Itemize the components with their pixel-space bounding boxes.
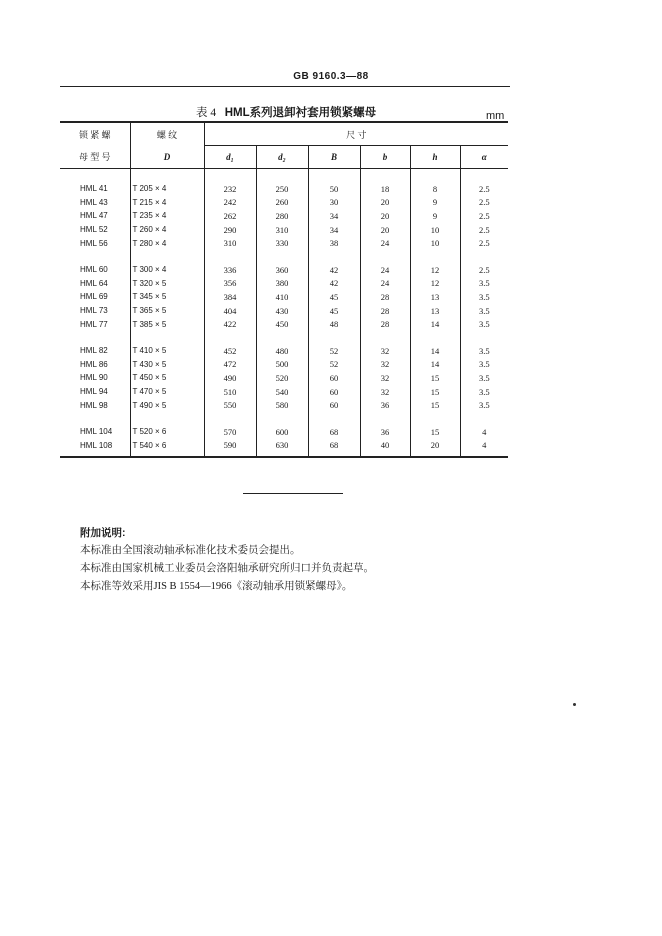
- table-cell: 422: [204, 317, 256, 331]
- table-cell: 9: [410, 209, 460, 223]
- table-cell: 570: [204, 425, 256, 439]
- header-dimensions: 尺 寸: [204, 122, 508, 146]
- table-cell: 3.5: [478, 386, 490, 397]
- header-thread: 螺 纹: [130, 122, 204, 146]
- table-cell: 32: [360, 358, 410, 372]
- table-cell: 356: [204, 277, 256, 291]
- table-cell: 500: [256, 358, 308, 372]
- notes-title: 附加说明:: [80, 527, 126, 539]
- table-cell: T 365 × 5: [130, 304, 204, 318]
- table-cell: 510: [204, 385, 256, 399]
- table-cell: 9: [410, 196, 460, 210]
- table-cell: 472: [204, 358, 256, 372]
- table-cell: 2.5: [478, 238, 490, 249]
- table-cell: 18: [360, 182, 410, 196]
- table-cell: 13: [410, 304, 460, 318]
- table-body: [60, 169, 508, 458]
- table-row: [60, 439, 508, 453]
- table-cell: 4: [482, 440, 487, 451]
- table-cell: HML 86: [60, 358, 130, 372]
- table-cell: T 345 × 5: [130, 290, 204, 304]
- table-cell: T 520 × 6: [130, 425, 204, 439]
- table-cell: 2.5: [478, 183, 490, 194]
- table-cell: 520: [256, 371, 308, 385]
- table-cell: 24: [360, 236, 410, 250]
- table-cell: 10: [410, 236, 460, 250]
- table-cell: T 490 × 5: [130, 398, 204, 412]
- table-cell: T 235 × 4: [130, 209, 204, 223]
- table-cell: 360: [256, 263, 308, 277]
- group-spacer: [60, 412, 508, 425]
- table-cell: T 450 × 5: [130, 371, 204, 385]
- header-dim: d₂: [256, 146, 308, 169]
- table-cell: 3.5: [478, 319, 490, 330]
- table-cell: 15: [410, 425, 460, 439]
- table-cell: 28: [360, 317, 410, 331]
- end-rule: [243, 493, 343, 494]
- table-cell: 50: [308, 182, 360, 196]
- table-cell: T 430 × 5: [130, 358, 204, 372]
- header-model-line2: 母 型 号: [60, 146, 130, 169]
- table-row: [60, 223, 508, 237]
- table-cell: 3.5: [478, 359, 490, 370]
- table-cell: 52: [308, 344, 360, 358]
- table-cell: 28: [360, 290, 410, 304]
- table-cell: 590: [204, 439, 256, 453]
- table-cell: 490: [204, 371, 256, 385]
- table-cell: 232: [204, 182, 256, 196]
- table-row: [60, 371, 508, 385]
- table-cell: 60: [308, 398, 360, 412]
- header-dim: α: [460, 146, 508, 169]
- table-cell: 310: [204, 236, 256, 250]
- table-title: HML系列退卸衬套用锁紧螺母: [224, 107, 377, 119]
- table-cell: 68: [308, 439, 360, 453]
- table-cell: 290: [204, 223, 256, 237]
- group-spacer: [60, 250, 508, 263]
- table-row: [60, 236, 508, 250]
- table-cell: HML 73: [60, 304, 130, 318]
- table-caption: [196, 104, 376, 120]
- table-cell: T 280 × 4: [130, 236, 204, 250]
- table-row: [60, 196, 508, 210]
- table-cell: 20: [410, 439, 460, 453]
- table-cell: 45: [308, 290, 360, 304]
- table-cell: T 470 × 5: [130, 385, 204, 399]
- notes-line: 本标准等效采用JIS B 1554—1966《滚动轴承用锁紧螺母》。: [80, 581, 353, 592]
- table-number: 表 4: [196, 107, 217, 119]
- table-cell: 60: [308, 371, 360, 385]
- table-cell: 45: [308, 304, 360, 318]
- table-cell: T 540 × 6: [130, 439, 204, 453]
- table-row: [60, 425, 508, 439]
- table-cell: 3.5: [478, 372, 490, 383]
- table-row: [60, 358, 508, 372]
- table-cell: 12: [410, 277, 460, 291]
- table-cell: HML 90: [60, 371, 130, 385]
- scan-speck: [573, 703, 576, 706]
- table-cell: 384: [204, 290, 256, 304]
- table-cell: 2.5: [478, 264, 490, 275]
- table-cell: T 215 × 4: [130, 196, 204, 210]
- table-cell: 336: [204, 263, 256, 277]
- table-cell: 630: [256, 439, 308, 453]
- table-cell: 480: [256, 344, 308, 358]
- table-cell: 60: [308, 385, 360, 399]
- table-cell: 32: [360, 385, 410, 399]
- table-cell: T 385 × 5: [130, 317, 204, 331]
- table-cell: HML 82: [60, 344, 130, 358]
- table-cell: HML 98: [60, 398, 130, 412]
- table-row: [60, 263, 508, 277]
- table-row: [60, 182, 508, 196]
- table-cell: 32: [360, 344, 410, 358]
- table-cell: 10: [410, 223, 460, 237]
- table-cell: 30: [308, 196, 360, 210]
- table-cell: 42: [308, 277, 360, 291]
- table-cell: 310: [256, 223, 308, 237]
- table-cell: 32: [360, 371, 410, 385]
- table-cell: 36: [360, 398, 410, 412]
- table-cell: 52: [308, 358, 360, 372]
- table-cell: HML 56: [60, 236, 130, 250]
- table-cell: 2.5: [478, 224, 490, 235]
- table-cell: HML 47: [60, 209, 130, 223]
- table-cell: 250: [256, 182, 308, 196]
- table-row: [60, 304, 508, 318]
- table-cell: 24: [360, 263, 410, 277]
- table-cell: HML 108: [60, 439, 130, 453]
- table-cell: 580: [256, 398, 308, 412]
- table-cell: 330: [256, 236, 308, 250]
- group-spacer: [60, 452, 508, 457]
- table-cell: 12: [410, 263, 460, 277]
- header-model: 锁 紧 螺: [60, 122, 130, 146]
- table-cell: 20: [360, 209, 410, 223]
- table-cell: 2.5: [478, 197, 490, 208]
- standard-number: GB 9160.3—88: [293, 71, 369, 82]
- table-cell: 280: [256, 209, 308, 223]
- table-cell: HML 77: [60, 317, 130, 331]
- table-cell: T 205 × 4: [130, 182, 204, 196]
- notes-line: 本标准由国家机械工业委员会洛阳轴承研究所归口并负责起草。: [80, 563, 374, 574]
- table-cell: HML 104: [60, 425, 130, 439]
- table-cell: 24: [360, 277, 410, 291]
- table-cell: 540: [256, 385, 308, 399]
- table-row: [60, 209, 508, 223]
- header-dim: d₁: [204, 146, 256, 169]
- table-cell: HML 43: [60, 196, 130, 210]
- header-dim: h: [410, 146, 460, 169]
- header-dim: b: [360, 146, 410, 169]
- table-cell: HML 64: [60, 277, 130, 291]
- table-cell: HML 69: [60, 290, 130, 304]
- table-cell: 34: [308, 223, 360, 237]
- table-cell: 15: [410, 371, 460, 385]
- table-cell: HML 41: [60, 182, 130, 196]
- table-cell: HML 60: [60, 263, 130, 277]
- table-cell: 3.5: [478, 345, 490, 356]
- table-cell: 600: [256, 425, 308, 439]
- table-row: [60, 398, 508, 412]
- table-cell: 380: [256, 277, 308, 291]
- table-cell: 550: [204, 398, 256, 412]
- table-cell: T 320 × 5: [130, 277, 204, 291]
- unit-label: mm: [486, 110, 505, 122]
- table-cell: HML 52: [60, 223, 130, 237]
- table-cell: 430: [256, 304, 308, 318]
- table-cell: 42: [308, 263, 360, 277]
- table-cell: 410: [256, 290, 308, 304]
- table-cell: 20: [360, 223, 410, 237]
- table-cell: 40: [360, 439, 410, 453]
- table-cell: 4: [482, 426, 487, 437]
- table-cell: 14: [410, 358, 460, 372]
- table-row: [60, 290, 508, 304]
- table-cell: 3.5: [478, 291, 490, 302]
- table-cell: 8: [410, 182, 460, 196]
- table-row: [60, 385, 508, 399]
- table-cell: 15: [410, 398, 460, 412]
- table-cell: HML 94: [60, 385, 130, 399]
- group-spacer: [60, 331, 508, 344]
- notes-line: 本标准由全国滚动轴承标准化技术委员会提出。: [80, 545, 301, 556]
- table-row: [60, 344, 508, 358]
- additional-notes: [80, 524, 374, 596]
- table-cell: 14: [410, 317, 460, 331]
- table-cell: 36: [360, 425, 410, 439]
- table-cell: 28: [360, 304, 410, 318]
- table-cell: 3.5: [478, 305, 490, 316]
- table-cell: 2.5: [478, 210, 490, 221]
- table-row: [60, 317, 508, 331]
- group-spacer: [60, 169, 508, 183]
- table-cell: 404: [204, 304, 256, 318]
- table-cell: 48: [308, 317, 360, 331]
- spec-table: [60, 121, 508, 458]
- table-cell: 450: [256, 317, 308, 331]
- table-cell: 3.5: [478, 400, 490, 411]
- table-cell: 452: [204, 344, 256, 358]
- table-cell: 15: [410, 385, 460, 399]
- table-cell: 260: [256, 196, 308, 210]
- header-dim: B: [308, 146, 360, 169]
- table-cell: T 300 × 4: [130, 263, 204, 277]
- table-cell: 68: [308, 425, 360, 439]
- table-row: [60, 277, 508, 291]
- table-cell: 3.5: [478, 278, 490, 289]
- table-cell: 34: [308, 209, 360, 223]
- table-cell: 38: [308, 236, 360, 250]
- header-thread-symbol: D: [130, 146, 204, 169]
- table-cell: 13: [410, 290, 460, 304]
- table-cell: 262: [204, 209, 256, 223]
- table-cell: 20: [360, 196, 410, 210]
- table-cell: T 410 × 5: [130, 344, 204, 358]
- table-cell: 14: [410, 344, 460, 358]
- table-cell: 242: [204, 196, 256, 210]
- table-cell: T 260 × 4: [130, 223, 204, 237]
- header-rule: [60, 86, 510, 87]
